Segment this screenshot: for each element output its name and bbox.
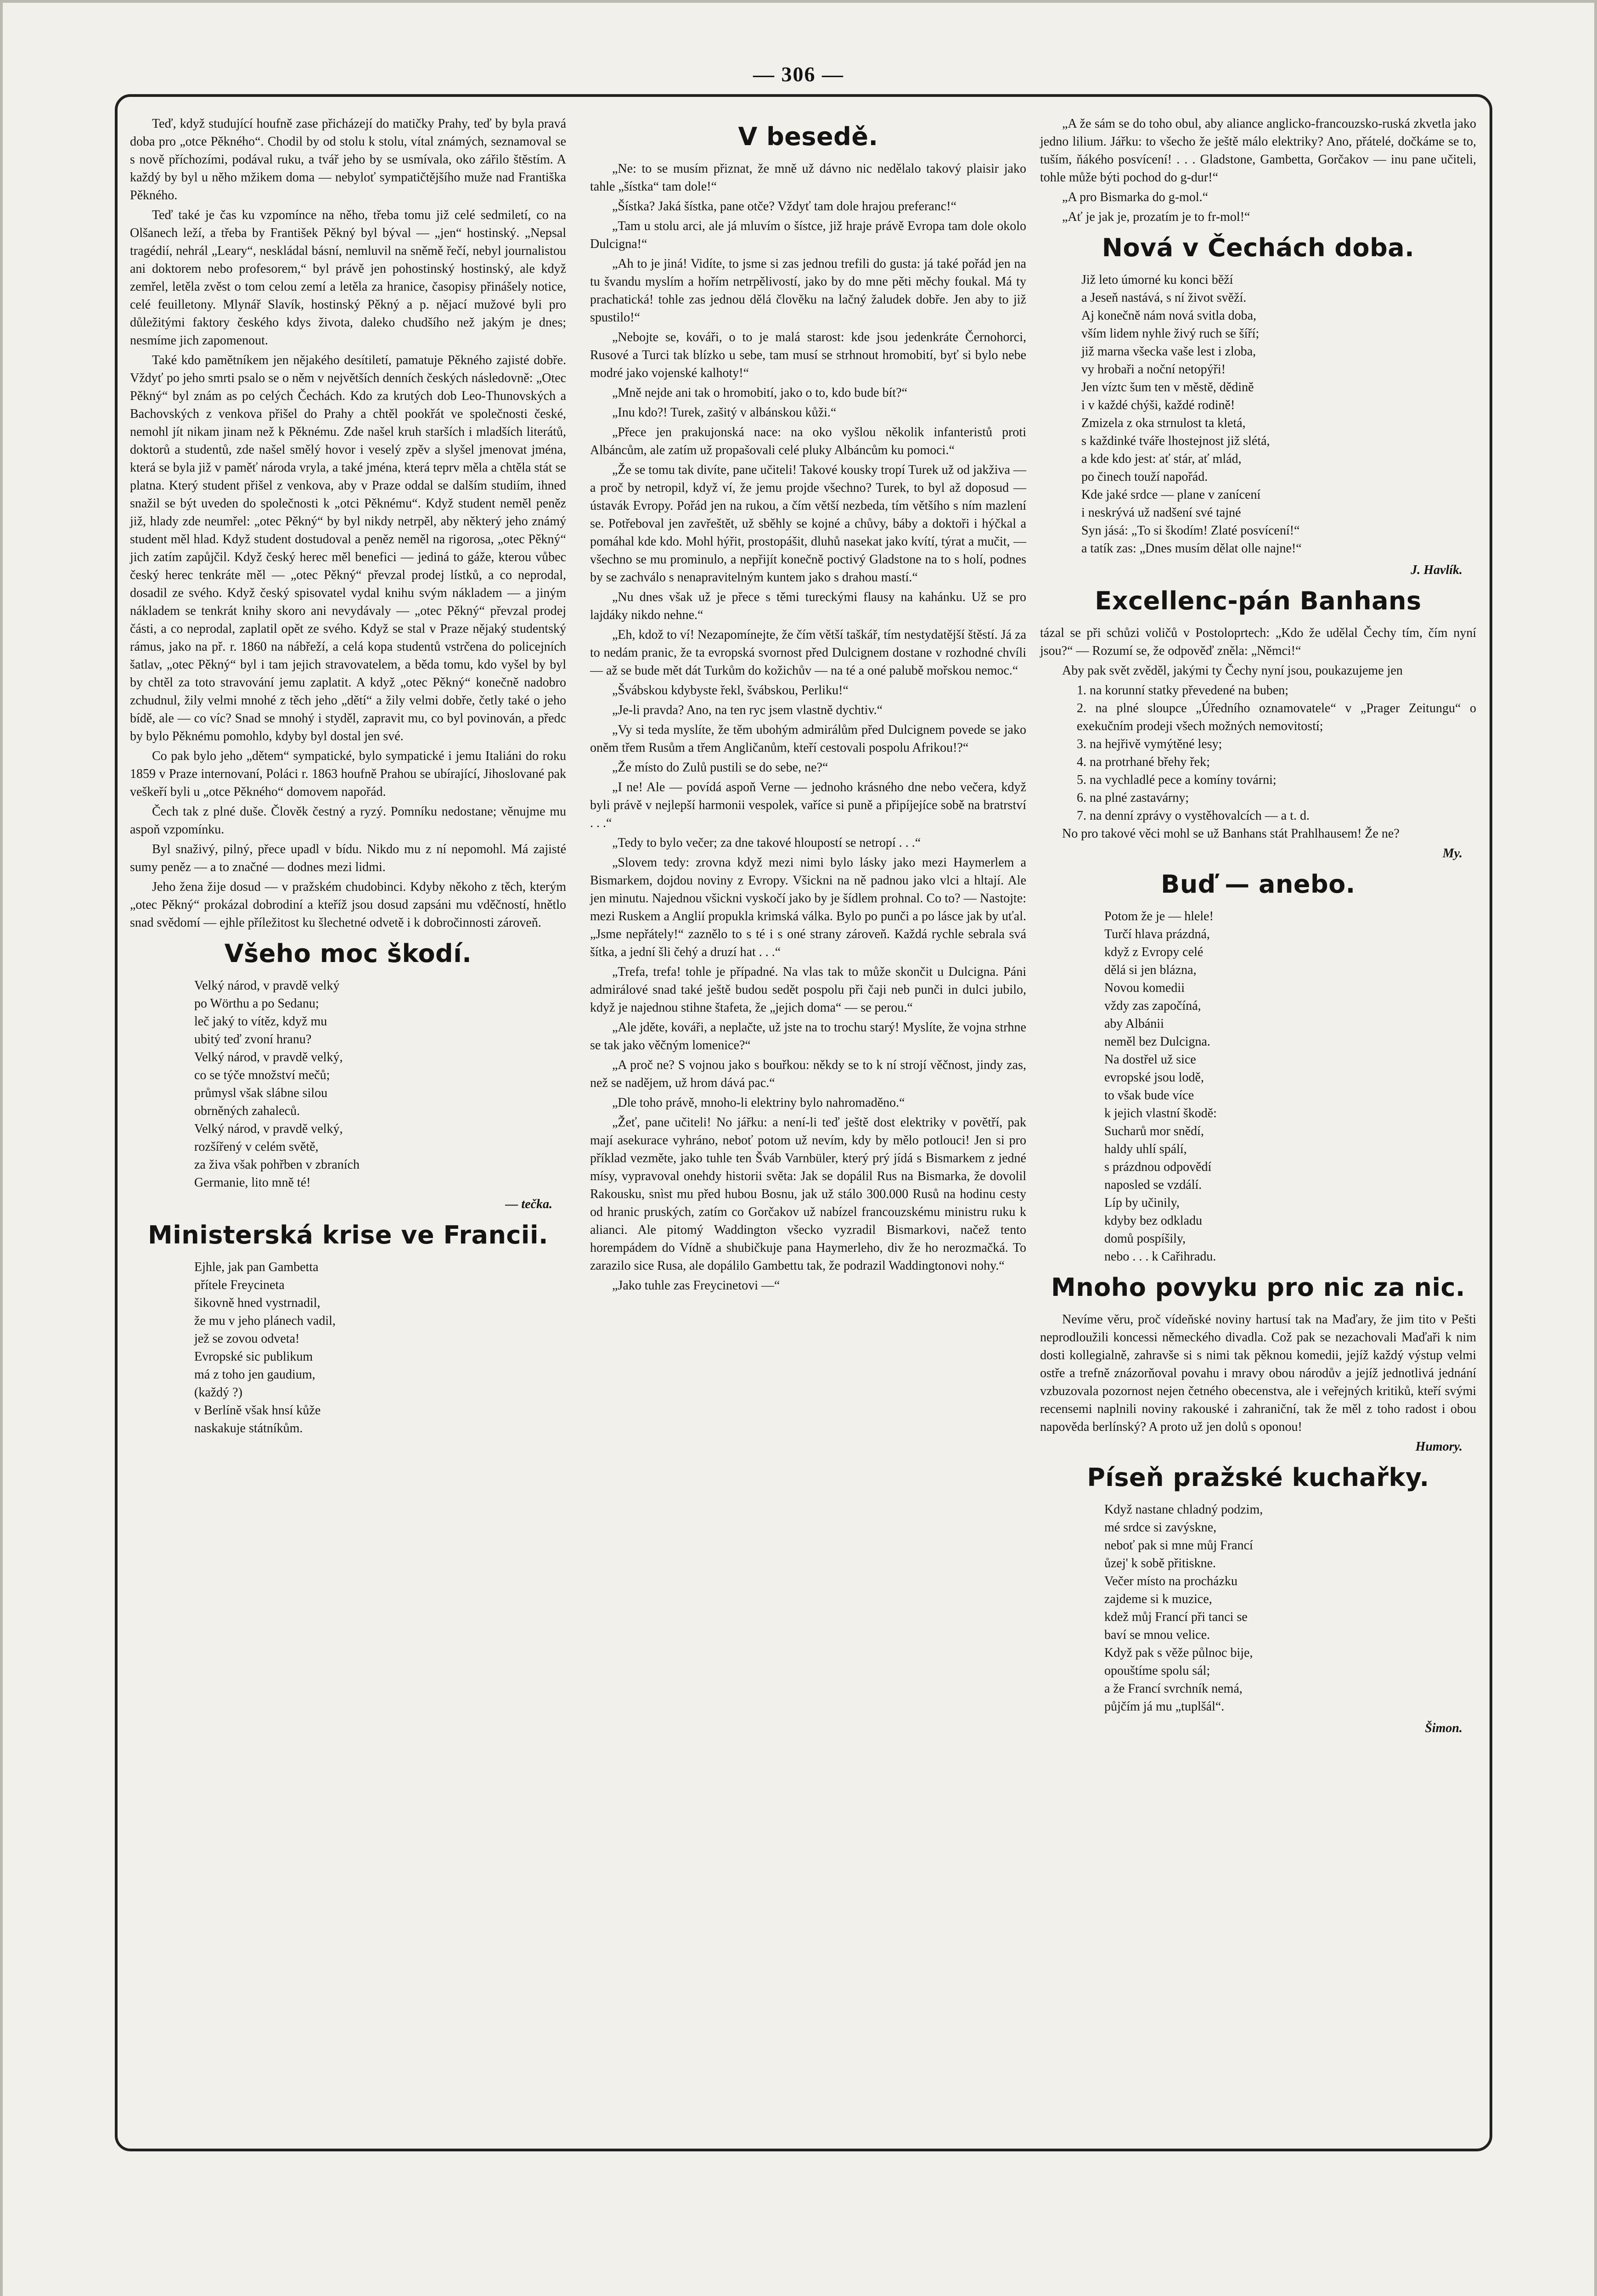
dialogue-paragraph: „Tedy to bylo večer; za dne takové hloupostí se netropí . . .“	[612, 836, 921, 850]
poem-line: obrněných zahaleců.	[194, 1104, 300, 1118]
poem-line: opouštíme spolu sál;	[1104, 1664, 1210, 1678]
dialogue-paragraph: „Ale jděte, kováři, a neplačte, už jste na to trochu starý! Myslíte, že vojna strhne se tak jako věčným lomenice?“	[590, 1020, 1026, 1052]
article-paragraph: Teď také je čas ku vzpomínce na něho, třeba tomu již celé sedmiletí, co na Olšanech leží, a třeba by František Pěkný byl býval — „jen“ hostinský. „Nepsal tragédií, nehrál „Leary“, neskládal básní, nemluvil na sněmě řečí, nebyl journalistou ani doktorem nebo profesorem,“ byl právě jen pohostinský hostinský, ale když zemřel, letěla zvěst o tom celou zemí a letěla za hranice, časopisy přinášely notice, celé feuilletony. Mlynář Slavík, hostinský Pěkný a p. nějací mužové byli pro důležitými faktory českého kdys života, daleko chudšího než jakým je dnes; nesmíme jich zapomenout.	[130, 208, 566, 348]
poem-line: Velký národ, v pravdě velký,	[194, 1122, 343, 1136]
dialogue-paragraph: „Slovem tedy: zrovna když mezi nimi bylo lásky jako mezi Haymerlem a Bismarkem, dojdou noviny z Evropy. Všickni na ně padnou jako vlci a hltají. Ale jen minutu. Najednou všickni vyskočí jako by je šídlem prohnal. Co to? — Nastojte: mezi Ruskem a Anglií propukla krimská válka. Bylo po punči a po lásce jak by uťal. „Jsme nepřátely!“ zaznělo to s té i s oné strany zároveň. Každá rychle sebrala svá šítka, a jední šli čehý a druzí hat . . .“	[590, 855, 1026, 959]
poem-line: za živa však pohřben v zbraních	[194, 1158, 360, 1172]
poem-line: jež se zovou odveta!	[194, 1332, 300, 1346]
poem-line: Jen víztc šum ten v městě, dědině	[1081, 380, 1254, 394]
poem-line: ůzej' k sobě přitiskne.	[1104, 1556, 1216, 1570]
poem-line: zajdeme si k muzice,	[1104, 1592, 1212, 1606]
list-item: 6. na plné zastavárny;	[1077, 791, 1189, 805]
poem-line: haldy uhlí spálí,	[1104, 1142, 1187, 1156]
dialogue-paragraph: „A proč ne? S vojnou jako s bouřkou: někdy se to k ní strojí věčnost, jindy zas, než se nadějem, už hrom dává pac.“	[590, 1058, 1026, 1090]
poem-line: aby Albánii	[1104, 1017, 1164, 1031]
poem-line: naskakuje státníkům.	[194, 1421, 303, 1435]
dialogue-paragraph: „Trefa, trefa! tohle je případné. Na vlas tak to může skončit u Dulcigna. Páni admirálové snad také ještě budou sedět pospolu při čaji neb punči in dulci jubilo, když je najednou stihne štafeta, že „jejich doma“ — se perou.“	[590, 965, 1026, 1015]
poem-line: baví se mnou velice.	[1104, 1628, 1210, 1642]
v-besede-dialogue	[590, 160, 1026, 1294]
poem-ministerska-krise-title: Ministerská krise ve Francii.	[148, 1221, 548, 1249]
poem-line: má z toho jen gaudium,	[194, 1367, 315, 1382]
poem-nova-doba-signature: J. Havlík.	[1411, 563, 1462, 577]
poem-line: v Berlíně však hnsí kůže	[194, 1403, 321, 1418]
article-paragraph: Byl snaživý, pilný, přece upadl v bídu. Nikdo mu z ní nepomohl. Má zajisté sumy peněz — a to značné — dodnes mezi lidmi.	[130, 842, 566, 874]
poem-line: Novou komedii	[1104, 981, 1185, 995]
poem-ministerska-krise	[130, 1258, 566, 1437]
banhans-title: Excellenc-pán Banhans	[1095, 586, 1422, 615]
dialogue-paragraph: „Že místo do Zulů pustili se do sebe, ne?“	[612, 760, 828, 775]
poem-line: co se týče množství mečů;	[194, 1068, 330, 1082]
poem-line: šikovně hned vystrnadil,	[194, 1296, 321, 1310]
poem-line: domů pospíšily,	[1104, 1232, 1186, 1246]
pekny-article	[130, 115, 566, 932]
dialogue-paragraph: „Tam u stolu arci, ale já mluvím o šístce, již hraje právě Evropa tam dole okolo Dulcigna!“	[590, 219, 1026, 251]
dialogue-paragraph: „Vy si teda myslíte, že těm ubohým admirálům před Dulcignem povede se jako oněm třem Rusům a třem Angličanům, kteří cestovali pospolu Afrikou!?“	[590, 723, 1026, 755]
poem-line: po činech touží napořád.	[1081, 470, 1208, 484]
poem-line: s každinké tváře lhostejnost již slétá,	[1081, 434, 1270, 448]
dialogue-paragraph: „Inu kdo?! Turek, zašitý v albánskou kůži.“	[612, 405, 837, 420]
poem-line: vždy zas započíná,	[1104, 999, 1201, 1013]
list-item: 3. na hejřivě vymýtěné lesy;	[1077, 737, 1222, 751]
poem-line: po Wörthu a po Sedanu;	[194, 996, 319, 1011]
dialogue-paragraph: „Švábskou kdybyste řekl, švábskou, Perliku!“	[612, 683, 849, 698]
banhans-signature: My.	[1442, 846, 1462, 861]
dialogue-paragraph: „Ah to je jiná! Vidíte, to jsme si zas jednou trefili do gusta: já také pořád jen na tu švandu myslím a hořím netrpělivostí, jako by do mne pěti měchy foukal. Má ty prachatická! tohle zas jednou dělá člověku na lačný žaludek dobře. Jen aby to již spustilo!“	[590, 257, 1026, 325]
poem-line: nebo . . . k Cařihradu.	[1104, 1249, 1216, 1264]
poem-line: dělá si jen blázna,	[1104, 963, 1197, 977]
poem-line: s prázdnou odpovědí	[1104, 1160, 1212, 1174]
dialogue-paragraph: „Ať je jak je, prozatím je to fr-mol!“	[1062, 210, 1250, 224]
poem-line: Potom že je — hlele!	[1104, 909, 1214, 923]
poem-line: Líp by učinily,	[1104, 1196, 1180, 1210]
poem-line: vším lidem nyhle živý ruch se šíří;	[1081, 326, 1260, 341]
poem-kucharky-signature: Šimon.	[1425, 1721, 1462, 1735]
banhans-lead: Aby pak svět zvěděl, jakými ty Čechy nyní jsou, poukazujeme jen	[1062, 664, 1403, 678]
poem-bud-anebo-title: Buď — anebo.	[1161, 870, 1355, 899]
poem-line: leč jaký to vítěz, když mu	[194, 1014, 327, 1029]
dialogue-paragraph: „Ne: to se musím přiznat, že mně už dávno nic nedělalo takový plaisir jako tahle „šístka“ tam dole!“	[590, 162, 1026, 194]
banhans-list	[1040, 681, 1476, 825]
dialogue-paragraph: „Šístka? Jaká šístka, pane otče? Vždyť tam dole hrajou preferanc!“	[612, 199, 957, 214]
poem-vseho-moc-skodi-signature: — tečka.	[505, 1197, 552, 1211]
povyku-paragraph: Nevíme věru, proč vídeňské noviny hartusí tak na Maďary, že jim tito v Pešti neprodloužili koncessi německého divadla. Což pak se nezachovali Maďaři k nim dosti kollegialně, zahravše si s nimi tak pěknou komedii, jejíž každý výstup velmi ostře a trefně znázorňoval povahu i mravy obou národův a jejíž jednotlivá jednání vzbuzovala pozornost nejen četného obecenstva, ale i veřejných kritiků, kteří svými recensemi naplnili noviny rakouské i zahraniční, tak že měl z toho radost i obou napověda berlínský? A proto už jen dolů s oponou!	[1040, 1312, 1476, 1434]
poem-line: Sucharů mor snědí,	[1104, 1124, 1204, 1138]
poem-vseho-moc-skodi	[130, 977, 566, 1192]
poem-line: vy hrobaři a noční netopýři!	[1081, 362, 1226, 377]
poem-line: Velký národ, v pravdě velký,	[194, 1050, 343, 1064]
poem-line: Aj konečně nám nová svitla doba,	[1081, 309, 1257, 323]
middle-column	[590, 115, 1026, 1296]
poem-line: Když pak s věže půlnoc bije,	[1104, 1646, 1253, 1660]
right-column	[1040, 115, 1476, 1744]
article-paragraph: Teď, když studující houfně zase přicházejí do matičky Prahy, teď by byla pravá doba pro „otce Pěkného“. Chodil by od stolu k stolu, vítal známých, seznamoval se s nově příchozími, podával ruku, a tvář jeho by se usmívala, oko zářilo štěstím. A každý by byl u něho mžikem doma — nebyloť sympatičtějšího muže nad Františka Pěkného.	[130, 117, 566, 203]
poem-line: (každý ?)	[194, 1385, 242, 1400]
dialogue-paragraph: „Dle toho právě, mnoho-li elektriny bylo nahromaděno.“	[612, 1096, 905, 1110]
poem-line: naposled se vzdálí.	[1104, 1178, 1202, 1192]
poem-nova-doba	[1040, 271, 1476, 557]
poem-line: ubitý teď zvoní hranu?	[194, 1032, 312, 1047]
left-column	[130, 115, 566, 1441]
dialogue-paragraph: „Žeť, pane učiteli! No jářku: a není-li teď ještě dost elektriky v povětří, pak mají asekurace vyhráno, neboť potom už nevím, kdy by mělo potlouci! Jen si pro příklad vezměte, jako tuhle ten Šváb Varnbüler, který prý jídá s Bismarkem z jedné mísy, vypravoval onehdy historii světa: Jak se dopálil Rus na Bismarka, že dovolil Rakousku, snìst mu před hubou Bosnu, jak už stálo 300.000 Rusů na hodinu cesty od hranic pruských, zatím co Gorčakov už nabízel francouzskému ministru ruku k alianci. Ale pitomý Waddington všecko vyzradil Bismarkovi, načež tento horempádem do Vídně a shubičkuje pana Haymerleho, div že ho nerozmačká. To zarazilo sice Rusa, ale dopálilo Gambettu tak, že podrazil Waddingtonovi nohy.“	[590, 1115, 1026, 1273]
poem-line: a tatík zas: „Dnes musím dělat olle najne!“	[1081, 541, 1302, 556]
poem-line: kdyby bez odkladu	[1104, 1214, 1203, 1228]
poem-line: a kde kdo jest: ať stár, ať mlád,	[1081, 452, 1242, 466]
dialogue-paragraph: „A že sám se do toho obul, aby aliance anglicko-francouzsko-ruská zkvetla jako jedno lilium. Jářku: to všecho že ještě málo elektriky? Ano, přátelé, dočkáme se to, tuším, ňákého posvícení! . . . Gladstone, Gambetta, Gorčakov — inu pane učiteli, tohle může býti pochod do g-dur!“	[1040, 117, 1476, 185]
poem-line: rozšířený v celém světě,	[194, 1140, 319, 1154]
poem-kucharky-title: Píseň pražské kuchařky.	[1087, 1463, 1429, 1492]
poem-line: Velký národ, v pravdě velký	[194, 979, 340, 993]
poem-line: průmysl však slábne silou	[194, 1086, 328, 1100]
article-paragraph: Co pak bylo jeho „dětem“ sympatické, bylo sympatické i jemu Italiáni do roku 1859 v Praze internovaní, Poláci r. 1863 houfně Prahou se ubírající, Jihoslované pak veškeří byli u „otce Pěkného“ domovem napořád.	[130, 749, 566, 799]
list-item: 4. na protrhané břehy řek;	[1077, 755, 1210, 769]
v-besede-continuation	[1040, 115, 1476, 226]
povyku-title: Mnoho povyku pro nic za nic.	[1051, 1273, 1466, 1302]
poem-line: mé srdce si zavýskne,	[1104, 1520, 1217, 1535]
poem-line: Evropské sic publikum	[194, 1350, 313, 1364]
poem-line: Germanie, lito mně té!	[194, 1176, 311, 1190]
poem-line: půjčím já mu „tuplšál“.	[1104, 1699, 1225, 1714]
article-paragraph: Čech tak z plné duše. Člověk čestný a ryzý. Pomníku nedostane; věnujme mu aspoň vzpomínku.	[130, 805, 566, 837]
page-number: — 306 —	[753, 62, 844, 86]
poem-bud-anebo	[1040, 907, 1476, 1266]
poem-line: a že Francí svrchník nemá,	[1104, 1682, 1243, 1696]
banhans-intro: tázal se při schůzi voličů v Postoloprtech: „Kdo že udělal Čechy tím, čím nyní jsou?“ — Rozumí se, že odpověď zněla: „Němci!“	[1040, 626, 1476, 658]
povyku-signature: Humory.	[1415, 1440, 1462, 1454]
list-item: 5. na vychladlé pece a komíny továrni;	[1077, 773, 1276, 787]
banhans-outro: No pro takové věci mohl se už Banhans stát Prahlhausem! Že ne?	[1062, 827, 1400, 841]
poem-line: k jejich vlastní škodě:	[1104, 1106, 1217, 1120]
poem-line: to však bude více	[1104, 1088, 1194, 1103]
dialogue-paragraph: „A pro Bismarka do g-mol.“	[1062, 190, 1209, 204]
article-paragraph: Také kdo pamětníkem jen nějakého desítiletí, pamatuje Pěkného zajisté dobře. Vždyť po jeho smrti psalo se o něm v největších denních českých následovně: „Otec Pěkný“ byl znám as po celých Čechách. Kdo za krutých dob Leo-Thunovských a Bachovských z venkova přišel do Prahy a chtěl pookřát ve společnosti české, nemohl jít nikam jinam než k Pěknému. Zde našel kruh starších i mladších literátů, doktorů a studentů, zde našel smělý hovor i veselý zpěv a slyšel jmenovat jména, která se byla již v paměť národa vryla, a také jména, která teprv měla a chtěla stát se platna. Který student přišel z venkova, aby v Praze oddal se dalším studiím, ihned snažil se být uveden do společnosti k „otci Pěknému“. Když student neměl peněz již, hlady zde neumřel: „otec Pěkný“ by byl nikdy netrpěl, aby některý jeho známý student měl hlad. Když student dostudoval a peněz neměl na rigorosa, „otec Pěkný“ jich zatím zapůjčil. Když český herec měl benefici — jediná to gáže, kterou vůbec český herec tenkráte měl — „otec Pěkný“ převzal prodej lístků, a co neprodal, dosadil ze svého. Když český spisovatel vydal knihu svým nákladem — a jiným nákladem se tenkrát knihy skoro ani nevydávaly — „otec Pěkný“ převzal prodej části, a co neprodal, zaplatil opět ze svého. Když se stal v Praze nějaký studentský rámus, jako na př. r. 1860 na nábřeží, a celá kopa studentů vstrčena do policejních šatlav, „otec Pěkný“ byl i tam jejich stravovatelem, a běda tomu, kdo vyšel by byl by chtěl za toto stravování jemu zaplatit. A když „otec Pěkný“ konečně nadobro zchudnul, žily velmi mnohé z těch jeho „dětí“ a žily velmi dobře, četly také o jeho bídě, ale — co víc? Snad se mnohý i styděl, zapravit mu, co byl povinován, a předc by bylo Pěknému pomohlo, kdyby byl dostal jen své.	[130, 353, 566, 743]
dialogue-paragraph: „Eh, kdož to ví! Nezapomínejte, že čím větší taškář, tím nestydatější štěstí. Já za to nedám pranic, že ta evropská svornost před Dulcignem dostane v rozhodné chvíli — až se bude mět dát Turkům do kožichův — na té a oné palubě mořskou nemoc.“	[590, 628, 1026, 678]
dialogue-paragraph: „Je-li pravda? Ano, na ten ryc jsem vlastně dychtiv.“	[612, 703, 883, 717]
poem-line: když z Evropy celé	[1104, 945, 1203, 959]
poem-line: i v každé chýši, každé rodině!	[1081, 398, 1235, 412]
dialogue-paragraph: „Že se tomu tak divíte, pane učiteli! Takové kousky tropí Turek už od jakživa — a proč by netropil, když ví, že jemu projde všechno? Turek, to byl až doposud — ústavák Evropy. Pořád jen na rukou, a čím větší nezbeda, tím většího s ním mazlení se. Potřeboval jen zavřeštět, už sběhly se kojné a chůvy, báby a doktoři i hýčkal a pomáhal kde kdo. Mohl hýřit, prostopášit, dluhů nasekat jako kvítí, týrat a mučit, — všechno se mu prominulo, a nepřijít konečně poctivý Gladstone na to s holí, podnes by se zachválo s nenapravitelným kuntem jako s drahou mastí.“	[590, 463, 1026, 585]
article-paragraph: Jeho žena žije dosud — v pražském chudobinci. Kdyby někoho z těch, kterým „otec Pěkný“ prokázal dobrodiní a kteříž jsou dosud zapsáni mu vděčností, hnětlo snad svědomí — ejhle příležitost ku šlechetné odvetě i k dobročinnosti zároveň.	[130, 880, 566, 930]
v-besede-title: V besedě.	[738, 122, 878, 151]
dialogue-paragraph: „Nebojte se, kováři, o to je malá starost: kde jsou jedenkráte Černohorci, Rusové a Turci tak blízko u sebe, tam musí se strhnout hromobití, byť si bylo nebe modré jako vojenské kalhoty!“	[590, 330, 1026, 380]
poem-line: že mu v jeho plánech vadil,	[194, 1314, 336, 1328]
poem-line: a Jeseň nastává, s ní život svěží.	[1081, 291, 1247, 305]
dialogue-paragraph: „Jako tuhle zas Freycinetovi —“	[612, 1278, 780, 1293]
dialogue-paragraph: „Přece jen prakujonská nace: na oko vyšlou několik infanteristů proti Albáncům, ale zatím už propašovali celé pluky Albáncům ku pomoci.“	[590, 425, 1026, 457]
poem-line: neměl bez Dulcigna.	[1104, 1035, 1210, 1049]
poem-line: Ejhle, jak pan Gambetta	[194, 1260, 319, 1274]
poem-line: Turčí hlava prázdná,	[1104, 927, 1210, 941]
poem-vseho-moc-skodi-title: Všeho moc škodí.	[224, 939, 472, 968]
poem-line: přítele Freycineta	[194, 1278, 285, 1292]
poem-line: Na dostřel už sice	[1104, 1052, 1196, 1067]
dialogue-paragraph: „Nu dnes však už je přece s těmi tureckými flausy na kahánku. Už se pro lajdáky nikdo nehne.“	[590, 590, 1026, 622]
list-item: 2. na plné sloupce „Úředního oznamovatele“ v „Prager Zeitungu“ o exekučním prodeji všech možných nemovitostí;	[1077, 701, 1476, 733]
poem-line: Když nastane chladný podzim,	[1104, 1503, 1263, 1517]
poem-kucharky	[1040, 1501, 1476, 1716]
poem-line: Již leto úmorné ku konci běží	[1081, 273, 1233, 287]
poem-line: kdež můj Francí při tanci se	[1104, 1610, 1248, 1624]
poem-line: evropské jsou lodě,	[1104, 1070, 1204, 1085]
poem-line: již marna všecka vaše lest i zloba,	[1081, 344, 1256, 359]
poem-line: Večer místo na procházku	[1104, 1574, 1237, 1588]
dialogue-paragraph: „I ne! Ale — povídá aspoň Verne — jednoho krásného dne nebo večera, když byli právě v nejlepší harmonii vespolek, vaříce si puně a připíjejíce sobě na bratrství . . .“	[590, 780, 1026, 830]
poem-line: neboť pak si mne můj Francí	[1104, 1538, 1253, 1553]
poem-line: Syn jásá: „To si škodím! Zlaté posvícení!“	[1081, 523, 1300, 538]
poem-line: Zmizela z oka strnulost ta kletá,	[1081, 416, 1246, 430]
poem-nova-doba-title: Nová v Čechách doba.	[1102, 233, 1415, 262]
poem-line: i neskrývá už nadšení své tajné	[1081, 506, 1241, 520]
list-item: 1. na korunní statky převedené na buben;	[1077, 683, 1289, 698]
poem-line: Kde jaké srdce — plane v zanícení	[1081, 488, 1261, 502]
list-item: 7. na denní zprávy o vystěhovalcích — a t. d.	[1077, 809, 1310, 823]
dialogue-paragraph: „Mně nejde ani tak o hromobití, jako o to, kdo bude bít?“	[612, 386, 908, 400]
